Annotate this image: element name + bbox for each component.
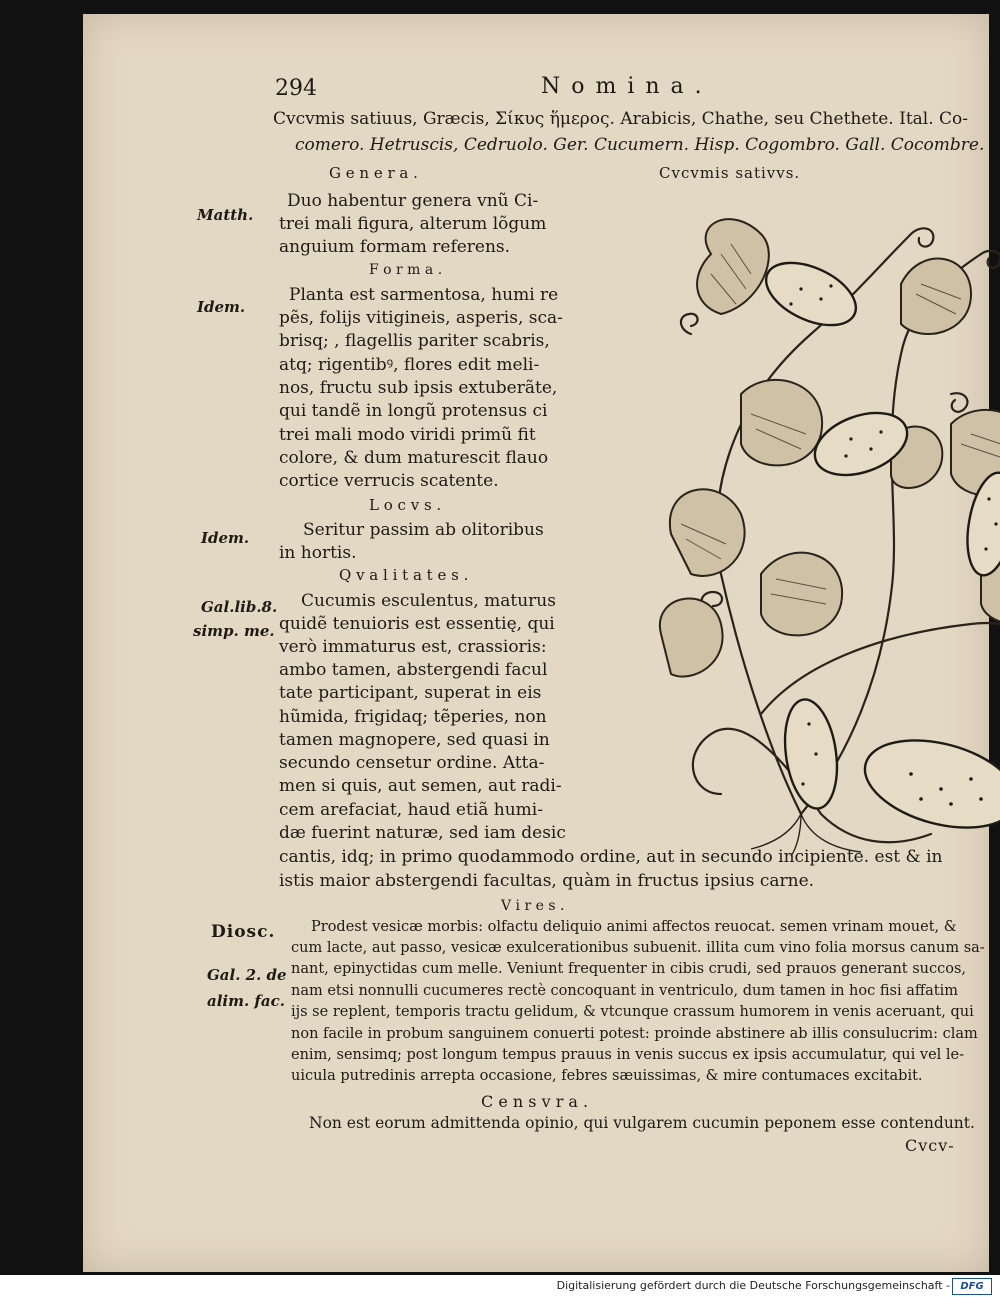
qualitates-line-7: tamen magnopere, sed quasi in — [279, 730, 550, 750]
footer-credit: Digitalisierung gefördert durch die Deutsche Forschungsgemeinschaft - — [556, 1279, 950, 1292]
qualitates-line-10: cem arefaciat, haud etiã humi- — [279, 800, 543, 820]
qualitates-line-1: Cucumis esculentus, maturus — [301, 591, 556, 611]
qualitates-line-3: verò immaturus est, crassioris: — [279, 637, 547, 657]
margin-note-gal-lib-2: simp. me. — [193, 622, 275, 640]
margin-note-gal2-2: alim. fac. — [207, 992, 285, 1010]
genera-line-2: trei mali figura, alterum lõgum — [279, 214, 547, 234]
digitization-footer — [0, 1275, 1000, 1297]
vires-line-3: nant, epinyctidas cum melle. Veniunt frequenter in cibis crudi, sed prauos generant succos, — [291, 961, 967, 977]
qualitates-line-8: secundo censetur ordine. Atta- — [279, 753, 545, 773]
censura-heading: C e n s v r a . — [481, 1092, 589, 1111]
qualitates-line-9: men si quis, aut semen, aut radi- — [279, 776, 562, 796]
locus-heading: L o c v s . — [369, 496, 442, 514]
book-page — [83, 14, 989, 1272]
figure-caption: Cvcvmis sativvs. — [659, 164, 801, 182]
genera-heading: G e n e r a . — [329, 164, 418, 182]
vires-line-6: non facile in probum sanguinem conuerti potest: proinde abstinere ab illis consulucrim: clam — [291, 1026, 978, 1042]
qualitates-full-line-2: istis maior abstergendi facultas, quàm in fructus ipsius carne. — [279, 871, 815, 891]
vires-line-5: ijs se replent, temporis tractu gelidum, & vtcunque crassum humorem in venis aceruant, qui — [291, 1004, 974, 1020]
margin-note-gal-lib-1: Gal.lib.8. — [201, 598, 278, 616]
forma-line-5: nos, fructu sub ipsis extuberãte, — [279, 378, 558, 398]
vires-line-7: enim, sensimq; post longum tempus prauus in venis succus ex ipsis accumulatur, qui vel le- — [291, 1047, 965, 1063]
vires-line-4: nam etsi nonnulli cucumeres rectè concoquant in ventriculo, dum tamen in hoc fisi affatim — [291, 983, 958, 999]
qualitates-heading: Q v a l i t a t e s . — [339, 566, 469, 584]
qualitates-full-line-1: cantis, idq; in primo quodammodo ordine, aut in secundo incipiente. est & in — [279, 847, 943, 867]
intro-line-2: comero. Hetruscis, Cedruolo. Ger. Cucumern. Hisp. Cogombro. Gall. Cocombre. — [295, 135, 985, 155]
forma-line-4: atq; rigentibꝰ, flores edit meli- — [279, 355, 540, 375]
genera-line-3: anguium formam referens. — [279, 237, 511, 257]
qualitates-line-5: tate participant, superat in eis — [279, 683, 542, 703]
forma-line-6: qui tandẽ in longũ protensus ci — [279, 401, 548, 421]
forma-line-7: trei mali modo viridi primũ fit — [279, 425, 536, 445]
margin-note-gal2-1: Gal. 2. de — [207, 966, 287, 984]
catchword: Cvcv- — [905, 1136, 955, 1155]
qualitates-line-4: ambo tamen, abstergendi facul — [279, 660, 548, 680]
qualitates-line-2: quidẽ tenuioris est essentię, qui — [279, 614, 555, 634]
vires-line-8: uicula putredinis arrepta occasione, febres sæuissimas, & mire contumaces excitabit. — [291, 1068, 923, 1084]
margin-note-matth: Matth. — [197, 206, 254, 224]
dfg-logo[interactable]: DFG — [952, 1278, 992, 1295]
intro-line-1: Cvcvmis satiuus, Græcis, Σίκυς ἥμερος. Arabicis, Chathe, seu Chethete. Ital. Co- — [273, 109, 969, 129]
censura-line: Non est eorum admittenda opinio, qui vulgarem cucumin peponem esse contendunt. — [309, 1114, 975, 1132]
page-number: 294 — [275, 76, 317, 101]
forma-line-3: brisq; , flagellis pariter scabris, — [279, 331, 550, 351]
genera-line-1: Duo habentur genera vnũ Ci- — [287, 191, 539, 211]
qualitates-line-6: hũmida, frigidaq; tẽperies, non — [279, 707, 547, 727]
forma-line-2: pẽs, folijs vitigineis, asperis, sca- — [279, 308, 563, 328]
cucumber-plant-woodcut — [651, 194, 1000, 859]
vires-heading: V i r e s . — [501, 898, 565, 914]
forma-line-1: Planta est sarmentosa, humi re — [289, 285, 559, 305]
margin-note-diosc: Diosc. — [211, 922, 276, 942]
locus-line-2: in hortis. — [279, 543, 357, 563]
forma-line-9: cortice verrucis scatente. — [279, 471, 499, 491]
margin-note-idem-1: Idem. — [197, 298, 246, 316]
forma-line-8: colore, & dum maturescit flauo — [279, 448, 549, 468]
vires-line-2: cum lacte, aut passo, vesicæ exulcerationibus subuenit. illita cum vino folia morsus canum sa- — [291, 940, 985, 956]
margin-note-idem-2: Idem. — [201, 529, 250, 547]
locus-line-1: Seritur passim ab olitoribus — [303, 520, 544, 540]
qualitates-line-11: dæ fuerint naturæ, sed iam desic — [279, 823, 566, 843]
forma-heading: F o r m a . — [369, 262, 443, 278]
running-title: N o m i n a . — [541, 74, 704, 99]
vires-line-1: Prodest vesicæ morbis: olfactu deliquio animi affectos reuocat. semen vrinam mouet, & — [311, 919, 957, 935]
